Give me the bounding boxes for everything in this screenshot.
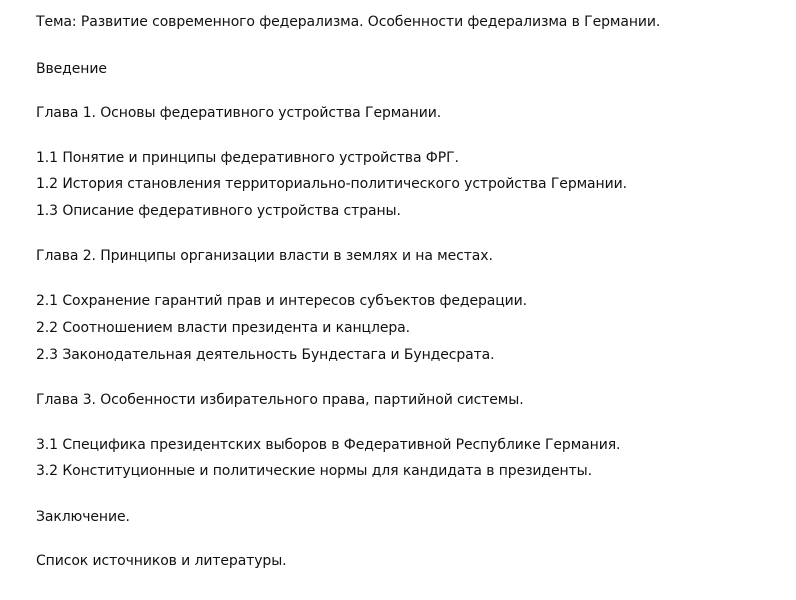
section-1-2: 1.2 История становления территориально-политического устройства Германии. — [36, 176, 627, 192]
section-1-3: 1.3 Описание федеративного устройства страны. — [36, 203, 401, 219]
conclusion-heading: Заключение. — [36, 509, 130, 525]
section-1-1: 1.1 Понятие и принципы федеративного устройства ФРГ. — [36, 150, 459, 166]
section-2-1: 2.1 Сохранение гарантий прав и интересов субъектов федерации. — [36, 293, 528, 309]
topic-line: Тема: Развитие современного федерализма. Особенности федерализма в Германии. — [36, 14, 661, 30]
references-heading: Список источников и литературы. — [36, 553, 287, 569]
section-2-2: 2.2 Соотношением власти президента и канцлера. — [36, 320, 410, 336]
introduction-heading: Введение — [36, 61, 107, 77]
chapter-2-title: Глава 2. Принципы организации власти в землях и на местах. — [36, 248, 493, 264]
section-3-2: 3.2 Конституционные и политические нормы для кандидата в президенты. — [36, 463, 592, 479]
section-2-3: 2.3 Законодательная деятельность Бундестага и Бундесрата. — [36, 347, 495, 363]
chapter-1-title: Глава 1. Основы федеративного устройства Германии. — [36, 105, 442, 121]
section-3-1: 3.1 Специфика президентских выборов в Федеративной Республике Германия. — [36, 437, 621, 453]
chapter-3-title: Глава 3. Особенности избирательного права, партийной системы. — [36, 392, 524, 408]
